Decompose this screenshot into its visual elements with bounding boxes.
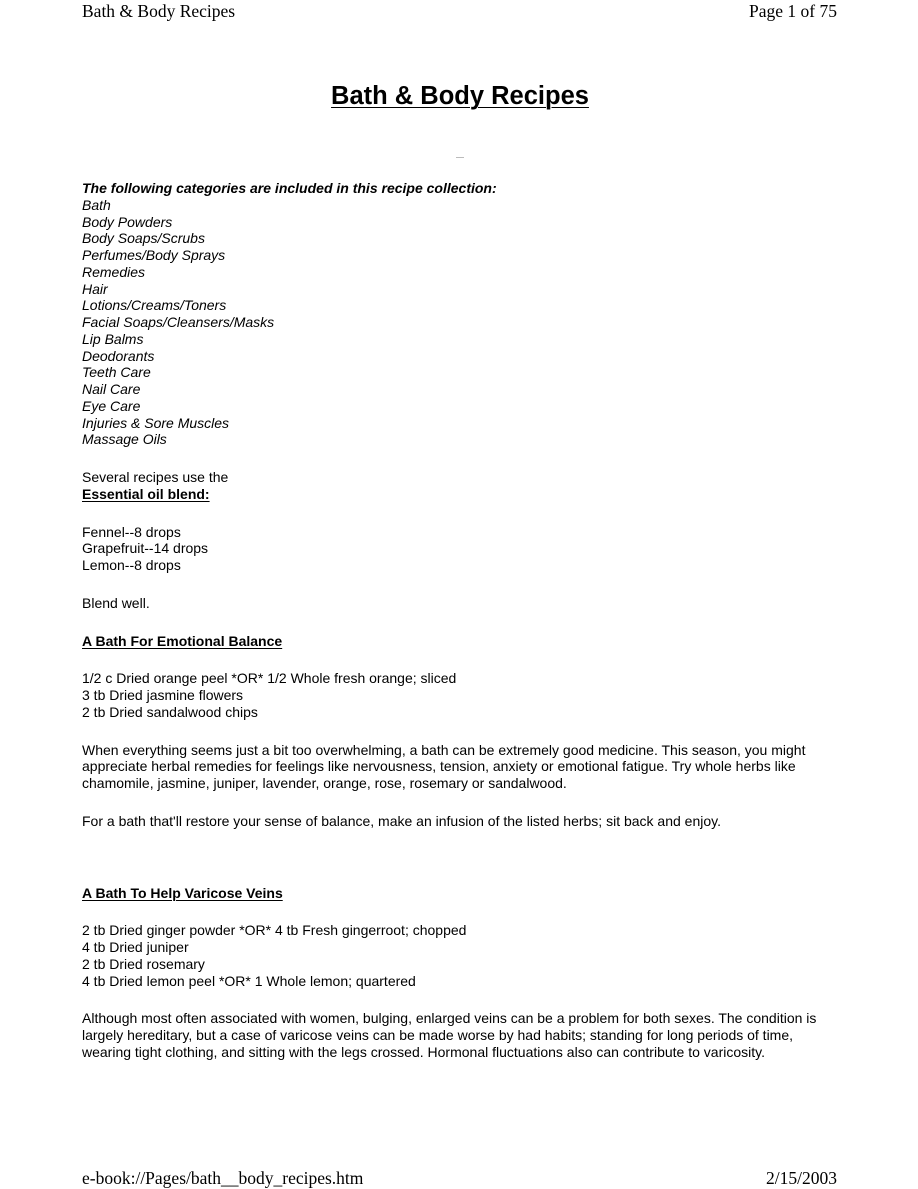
category-item: Injuries & Sore Muscles bbox=[82, 414, 230, 431]
category-item: Facial Soaps/Cleansers/Masks bbox=[82, 314, 275, 330]
spacer bbox=[82, 792, 838, 813]
category-item: Bath bbox=[82, 196, 111, 213]
ingredient-line: 4 tb Dried lemon peel *OR* 1 Whole lemon; quartered bbox=[82, 972, 416, 989]
spacer bbox=[82, 989, 838, 1010]
blend-intro: Several recipes use the bbox=[82, 469, 229, 485]
recipe-emotional-balance bbox=[82, 633, 838, 830]
document-body bbox=[82, 80, 838, 1061]
ingredient-line: 1/2 c Dried orange peel *OR* 1/2 Whole fresh orange; sliced bbox=[82, 670, 457, 687]
category-item: Hair bbox=[82, 280, 108, 297]
recipe-varicose-veins bbox=[82, 885, 838, 1061]
category-item: Eye Care bbox=[82, 397, 141, 414]
spacer bbox=[82, 574, 838, 595]
footer-source-path: e-book://Pages/bath__body_recipes.htm bbox=[82, 1168, 364, 1188]
category-item: Deodorants bbox=[82, 347, 155, 364]
header-document-title: Bath & Body Recipes bbox=[82, 1, 236, 21]
recipe-paragraph: For a bath that'll restore your sense of balance, make an infusion of the listed herbs; sit back and enjoy. bbox=[82, 812, 721, 829]
category-item: Lotions/Creams/Toners bbox=[82, 297, 227, 314]
spacer bbox=[82, 901, 838, 922]
header-page-number: Page 1 of 75 bbox=[749, 1, 837, 21]
category-item: Remedies bbox=[82, 263, 146, 280]
blend-item: Fennel--8 drops bbox=[82, 523, 181, 540]
category-item: Massage Oils bbox=[82, 431, 167, 448]
blend-item: Lemon--8 drops bbox=[82, 557, 181, 573]
recipe-paragraph: When everything seems just a bit too overwhelming, a bath can be extremely good medicine. This season, you might appreciate herbal remedies for feelings like nervousness, tension, anxiety or emotional fatigue. Try whole herbs like chamomile, jasmine, juniper, lavender, orange, rose, rosemary or sandalwood. bbox=[82, 741, 806, 791]
page-title: Bath & Body Recipes bbox=[331, 82, 589, 110]
blend-section bbox=[82, 469, 838, 612]
categories-intro: The following categories are included in this recipe collection: bbox=[82, 180, 497, 196]
category-item: Body Soaps/Scrubs bbox=[82, 230, 205, 247]
spacer bbox=[82, 721, 838, 742]
spacer bbox=[82, 612, 838, 633]
title-separator bbox=[82, 149, 838, 165]
blend-item: Grapefruit--14 drops bbox=[82, 540, 209, 557]
print-header bbox=[82, 0, 837, 24]
category-item: Body Powders bbox=[82, 213, 173, 230]
ingredient-line: 2 tb Dried ginger powder *OR* 4 tb Fresh gingerroot; chopped bbox=[82, 922, 467, 939]
recipe-paragraph: Although most often associated with women, bulging, enlarged veins can be a problem for both sexes. The condition is largely hereditary, but a case of varicose veins can be made worse by had habits; standing for long periods of time, wearing tight clothing, and sitting with the legs crossed. Hormonal fluctuations also can contribute to varicosity. bbox=[82, 1010, 817, 1060]
ingredient-line: 2 tb Dried rosemary bbox=[82, 955, 205, 972]
category-item: Teeth Care bbox=[82, 364, 151, 381]
footer-print-date: 2/15/2003 bbox=[766, 1168, 837, 1188]
category-item: Perfumes/Body Sprays bbox=[82, 247, 226, 263]
blend-heading: Essential oil blend: bbox=[82, 485, 210, 502]
category-item: Lip Balms bbox=[82, 330, 144, 347]
ingredient-line: 3 tb Dried jasmine flowers bbox=[82, 687, 244, 703]
print-footer bbox=[82, 1167, 837, 1189]
separator-line bbox=[456, 157, 464, 158]
ingredient-line: 2 tb Dried sandalwood chips bbox=[82, 703, 258, 720]
recipe-heading: A Bath To Help Varicose Veins bbox=[82, 884, 283, 901]
spacer bbox=[82, 649, 838, 670]
ingredient-line: 4 tb Dried juniper bbox=[82, 939, 189, 955]
recipe-heading: A Bath For Emotional Balance bbox=[82, 632, 283, 649]
category-item: Nail Care bbox=[82, 381, 141, 397]
blend-note: Blend well. bbox=[82, 594, 150, 611]
categories-section bbox=[82, 180, 838, 448]
spacer bbox=[82, 830, 838, 885]
spacer bbox=[82, 448, 838, 469]
spacer bbox=[82, 503, 838, 524]
